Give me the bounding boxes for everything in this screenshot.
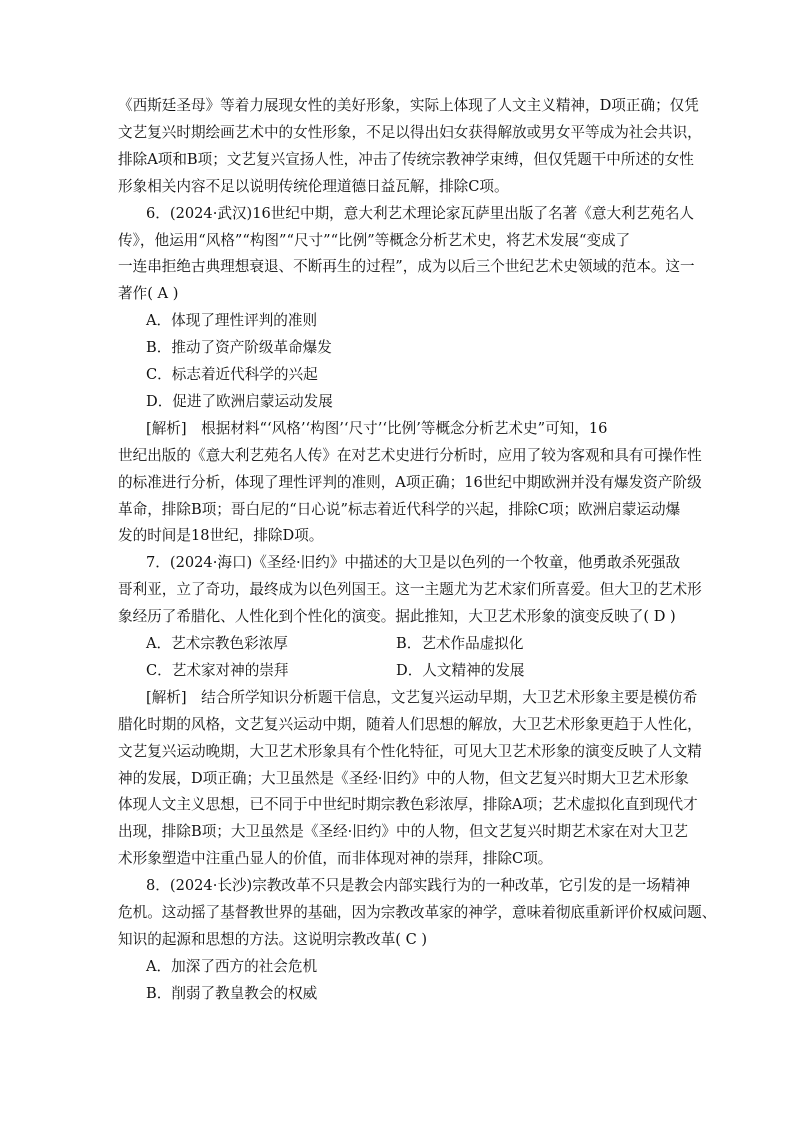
answer-option: B．艺术作品虚拟化	[396, 635, 524, 652]
text-line: 出现，排除B项；大卫虽然是《圣经·旧约》中的人物，但文艺复兴时期艺术家在对大卫艺	[118, 823, 688, 841]
text-line: 7．(2024·海口)《圣经·旧约》中描述的大卫是以色列的一个牧童，他勇敢杀死强敌	[146, 554, 681, 572]
text-line: 6．(2024·武汉)16世纪中期，意大利艺术理论家瓦萨里出版了名著《意大利艺苑名人	[146, 204, 695, 222]
text-line: 术形象塑造中注重凸显人的价值，而非体现对神的崇拜，排除C项。	[118, 850, 553, 868]
text-line: 知识的起源和思想的方法。这说明宗教改革( C )	[118, 930, 428, 948]
answer-option: A．艺术宗教色彩浓厚	[146, 635, 288, 652]
text-line: [解析] 根据材料“‘风格’‘构图’‘尺寸’‘比例’等概念分析艺术史”可知，16	[146, 419, 608, 437]
text-line: D．促进了欧洲启蒙运动发展	[146, 392, 333, 410]
text-line: 发的时间是18世纪，排除D项。	[118, 527, 324, 545]
answer-option: C．艺术家对神的崇拜	[146, 661, 289, 679]
text-line: 8．(2024·长沙)宗教改革不只是教会内部实践行为的一种改革，它引发的是一场精神	[146, 877, 691, 895]
text-line: A．体现了理性评判的准则	[146, 312, 318, 330]
text-line: 形象相关内容不足以说明传统伦理道德日益瓦解，排除C项。	[118, 177, 509, 195]
text-line: 文艺复兴运动晚期，大卫艺术形象具有个性化特征，可见大卫艺术形象的演变反映了人文精	[118, 742, 702, 760]
text-line: 腊化时期的风格，文艺复兴运动中期，随着人们思想的解放，大卫艺术形象更趋于人性化，	[118, 715, 702, 733]
text-line: 文艺复兴时期绘画艺术中的女性形象，不足以得出妇女获得解放或男女平等成为社会共识，	[118, 123, 702, 141]
text-line: 著作( A )	[118, 285, 179, 303]
text-line: B．削弱了教皇教会的权威	[146, 984, 318, 1002]
text-line: 的标准进行分析，体现了理性评判的准则，A项正确；16世纪中期欧洲并没有爆发资产阶级	[118, 473, 702, 491]
text-line: B．推动了资产阶级革命爆发	[146, 339, 332, 357]
text-line: 哥利亚，立了奇功，最终成为以色列国王。这一主题尤为艺术家们所喜爱。但大卫的艺术形	[118, 581, 702, 599]
text-line: 革命，排除B项；哥白尼的“日心说”标志着近代科学的兴起，排除C项；欧洲启蒙运动爆	[118, 500, 681, 518]
text-line: 体现人文主义思想，已不同于中世纪时期宗教色彩浓厚，排除A项；艺术虚拟化直到现代才	[118, 796, 698, 814]
text-line: 《西斯廷圣母》等着力展现女性的美好形象，实际上体现了人文主义精神，D项正确；仅凭	[118, 97, 699, 114]
answer-option: D．人文精神的发展	[396, 661, 525, 679]
text-line: 一连串拒绝古典理想衰退、不断再生的过程”，成为以后三个世纪艺术史领域的范本。这一	[118, 258, 695, 276]
text-line: [解析] 结合所学知识分析题干信息，文艺复兴运动早期，大卫艺术形象主要是模仿希	[146, 688, 698, 706]
text-line: C．标志着近代科学的兴起	[146, 366, 318, 383]
text-line: 排除A项和B项；文艺复兴宣扬人性，冲击了传统宗教神学束缚，但仅凭题干中所述的女性	[118, 150, 694, 168]
text-line: 世纪出版的《意大利艺苑名人传》在对艺术史进行分析时，应用了较为客观和具有可操作性	[118, 446, 702, 464]
text-line: A．加深了西方的社会危机	[146, 957, 318, 975]
text-line: 传》，他运用“风格”“构图”“尺寸”“比例”等概念分析艺术史，将艺术发展“变成了	[118, 231, 631, 249]
text-line: 象经历了希腊化、人性化到个性化的演变。据此推知，大卫艺术形象的演变反映了( D )	[118, 608, 676, 626]
text-line: 神的发展，D项正确；大卫虽然是《圣经·旧约》中的人物，但文艺复兴时期大卫艺术形象	[118, 769, 689, 787]
text-line: 危机。这动摇了基督教世界的基础，因为宗教改革家的神学，意味着彻底重新评价权威问题、	[118, 904, 717, 921]
